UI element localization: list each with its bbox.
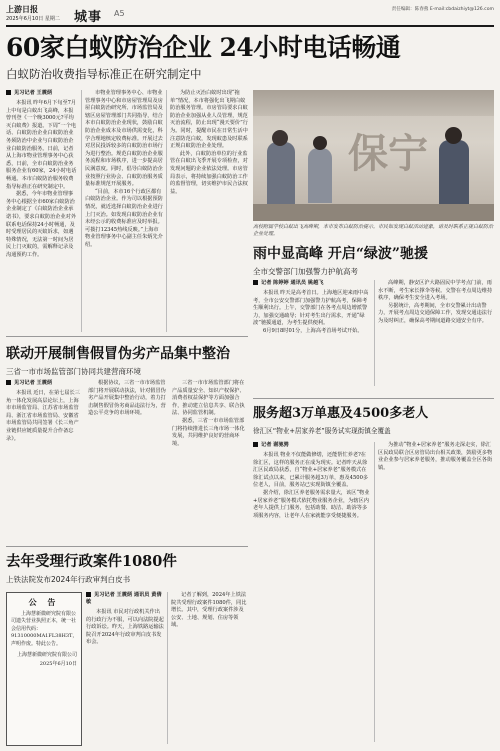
story5-paragraph: 记者了解到，2024年上铁法院共受理行政案件1080件，同比增长。其中，受理行政案件涉及公安、土地、规划、住房等领域。 — [171, 592, 247, 629]
story1-paragraph: 此外，白蚁防治单位的行业监管在白蚁出飞季开展专项检查，对发现问题的企业依法处理。市房管局表示，将持续加强白蚁防治工作的监督管理，切实维护市民合法权益。 — [170, 150, 248, 195]
story5-col2 — [171, 592, 248, 630]
square-bullet-icon — [6, 90, 11, 95]
story5-title: 去年受理行政案件1080件 — [6, 553, 177, 570]
story1-col1 — [6, 90, 78, 259]
story4-col2 — [378, 442, 494, 472]
notice-date: 2025年6月10日 — [39, 661, 77, 668]
story3-subtitle: 三省一市市场监管部门协同共建营商环境 — [6, 367, 141, 376]
notice-signature: 上海慧新微研究院有限公司 — [16, 652, 77, 659]
person-figure — [439, 140, 469, 206]
story3-paragraph: 根据协议，三省一市市场监管部门将开展联动执法，针对假冒伪劣产品开展集中整治行动，着力打击制售假冒伪劣商品违法行为，营造公平竞争的市场环境。 — [88, 380, 166, 417]
photo-sign-text: 保宁 — [348, 130, 428, 177]
story1-paragraph: “目前，本市16个行政区都有白蚁防治企业。作为司以根据预防情况，就近选择白蚁防治企业进行上门灭治。如发现白蚁防治企业有未经公示的收费标准应及时举报。可拨打12345热线反映。”上海市物业管理事务中心副主任朱炳先介绍。 — [85, 188, 163, 248]
paper-name: 上游日报 — [6, 4, 38, 14]
column-divider — [166, 90, 167, 332]
story3-col2 — [88, 380, 166, 418]
photo-ceiling — [253, 90, 494, 116]
story4-paragraph: 本报讯 物业不仅能做修缮，还能帮忙养老?在徐汇区，这样的服务正在成为现实。记者昨天从徐汇区民政局获悉，自“物业+居家养老”服务模式在徐汇试点以来，已累计服务超3万单，惠及4500多位老人，目前，服务站已实现街镇全覆盖。 — [253, 452, 369, 489]
story4-paragraph: 为推动“物业+居家养老”服务走深走实，徐汇区民政局联合区房管局出台相关政策，鼓励更多物业企业参与居家养老服务，推动服务覆盖全区各街镇。 — [378, 442, 493, 471]
person-figure — [308, 148, 332, 203]
story4-byline: 记者 谢驰骋 — [253, 442, 371, 449]
photo-floor — [253, 204, 494, 221]
story1-photo-caption: 高校附属学校白蚁出飞高峰期，本市发布白蚁防治提示。市民如发现白蚁活动迹象，请及时联系正规白蚁防治企业处理。 — [253, 224, 494, 237]
story5-subtitle: 上铁法院发布2024年行政审判白皮书 — [6, 575, 131, 584]
story5-col1 — [86, 592, 164, 647]
story3-byline: 见习记者 王震炳 — [6, 380, 82, 387]
story2-title: 雨中显高峰 开启“绿波”驰援 — [253, 246, 428, 262]
story3-paragraph: 本报讯 近日，在第七届长三角一体化发展高层论坛上，上海市市场监管局、江苏省市场监管局、浙江省市场监管局、安徽省市场监管局共同签署《长三角产业链供应链质量提升合作备忘录》。 — [6, 390, 80, 442]
section-name: 城事 — [74, 10, 103, 25]
story3-col3 — [172, 380, 248, 448]
person-head — [272, 130, 288, 146]
story1-title: 60家白蚁防治企业 24小时电话畅通 — [6, 33, 401, 62]
story2-col1 — [253, 290, 371, 336]
page-number: A5 — [114, 9, 125, 18]
story3-col1 — [6, 380, 82, 443]
story5-byline: 见习记者 王震炳 通讯员 黄倩敏 — [86, 592, 162, 605]
story2-paragraph: 6月9日8时01分，上海高考首场考试开始。 — [263, 327, 363, 334]
story1-col3 — [170, 90, 248, 196]
person-head — [313, 136, 327, 150]
story3-paragraph: 据悉，三省一市市场监管部门将持续推进长三角市场一体化发展，共同维护良好的营商环境。 — [172, 417, 245, 447]
story2-byline: 记者 陈婷婷 通讯员 姚越飞 — [253, 280, 373, 287]
person-figure — [267, 142, 295, 204]
column-divider — [374, 442, 375, 742]
story1-photo — [253, 90, 494, 221]
story1-paragraph: 为防止灭治白蚁时出现“拖单”情况，本市将强化出飞期白蚁防治服务管理。市房管局要求白蚁防治企业加强从业人员管理，规范灭治流程，防止出现“漫天要价”行为。同时，提醒市民在日常生活中注意防范白蚁，发现蚁患及时联系正规白蚁防治企业处理。 — [170, 90, 248, 150]
story2-paragraph: 高峰期，静安区沪大路固民中学考点门前，雨水不断，考生家长撑伞等候。交警在考点周边维持秩序，确保考生安全进入考场。 — [378, 280, 493, 302]
story3-title: 联动开展制售假冒伪劣产品集中整治 — [6, 346, 230, 362]
story4-subtitle: 徐汇区“物业+居家养老”服务试实现街镇全覆盖 — [253, 427, 391, 435]
column-divider — [81, 90, 82, 332]
story2-col2 — [378, 280, 494, 326]
story1-col2 — [85, 90, 163, 249]
issue-date: 2025年6月10日 星期二 — [6, 16, 60, 22]
story2-paragraph: 另据统计，高考期间，全市交警累计出动警力，开展考点周边交通保障工作，发现交通违法行为及时纠正，确保高考期间道路交通安全有序。 — [378, 302, 493, 324]
square-bullet-icon — [253, 280, 258, 285]
story5-paragraph: 本报讯 市民对行政机关作出的行政行为不服，可以向法院提起行政诉讼。昨天，上海铁路运输法院召开2024年行政审判白皮书发布会。 — [86, 609, 164, 646]
story1-subtitle: 白蚁防治收费指导标准正在研究制定中 — [6, 67, 202, 81]
story2-paragraph: 本报讯 昨天是高考首日。上海地区迎来雨中高考，全市公安交警部门加强警力护航高考，保障考生顺利出行。上午，交警部门在各考点周边增派警力，加强交通疏导；针对考生出行需求，开通“绿波”驰援通道，为考生提供便利。 — [253, 290, 369, 327]
public-notice-box — [6, 592, 82, 746]
section-divider — [6, 336, 248, 337]
story4-title: 服务超3万单惠及4500多老人 — [253, 406, 429, 421]
story1-paragraph: 据悉，今年市物业管理事务中心根据全市60家白蚁防治企业制定了《白蚁防治企业承诺书》，要求白蚁防治企业对外联系电话保持24小时畅通，及时受理居民的灭蚁诉求，如遇特殊情况，无法第一时间为居民上门灭蚁的，需解释记录及沟通预约工作。 — [6, 191, 77, 258]
square-bullet-icon — [253, 442, 258, 447]
notice-body: 上海慧新微研究院有限公司遗失营业执照正本，统一社会信用代码：91310000MA1FL38H3T，声明作废。特此公告。 — [11, 611, 78, 647]
story3-paragraph: 三省一市市场监管部门将在产品质量安全、知识产权保护、消费者权益保护等方面加强合作，推动建立信息共享、联合执法、协同监管机制。 — [172, 380, 245, 417]
masthead-rule — [6, 25, 494, 27]
person-head — [445, 127, 462, 144]
story1-paragraph: 本报讯 昨年6月下旬至7月上中旬是白蚁出飞高峰，本报曾刊登《一个晚3000元?平均灭白蚁费》报道。下周“一个电话、白蚁防治企业白蚁防治业务须防治中企业与白蚁防治企业白蚁防治服务。日前，记者从上海市物业管理事务中心获悉，日前，全市白蚁防治业务服务企业有60家，24小时电话畅通。本市白蚁防治服务收费指导标准正在研究制定中。 — [6, 100, 77, 190]
column-divider — [167, 592, 168, 744]
story4-col1 — [253, 442, 371, 520]
notice-title: 公 告 — [28, 597, 60, 607]
story1-paragraph: 市物业管理事务中心、市物业管理事务中心和市房屋管理局及房屋白蚁防治研究所、市场监管局及辖区房屋管理部门共同指导，结合本市白蚁防治企业现状，鼓励白蚁防治企业成本及市场供需变化，科学合理地核定收费标准。开展过去对居民投诉较多的白蚁防治市场行为进行整治。规范白蚁防治企业服务流程和市场秩序，进一步提高居民满意度。同时，倡导白蚁防治企业按照行业协会、白蚁防治服务质量标准规范开展服务。 — [85, 90, 163, 188]
section-divider — [6, 546, 248, 547]
section-divider — [253, 398, 494, 399]
masthead — [6, 4, 494, 24]
story1-byline: 见习记者 王震炳 — [6, 90, 78, 97]
story2-subtitle: 全市交警部门加强警力护航高考 — [253, 267, 358, 276]
square-bullet-icon — [86, 592, 91, 597]
column-divider — [374, 280, 375, 386]
editor-line: 责任编辑：陈春燕 E-mail:cbdaizhiyt@126.com — [391, 7, 494, 12]
story4-paragraph: 据介绍，徐汇区养老服务需求量大，该区“物业+居家养老”服务模式依托物业服务企业，为辖区内老年人提供上门服务，包括助餐、助洁、助浴等多项服务内容，让老年人在家就能享受便捷服务。 — [253, 489, 370, 519]
square-bullet-icon — [6, 380, 11, 385]
